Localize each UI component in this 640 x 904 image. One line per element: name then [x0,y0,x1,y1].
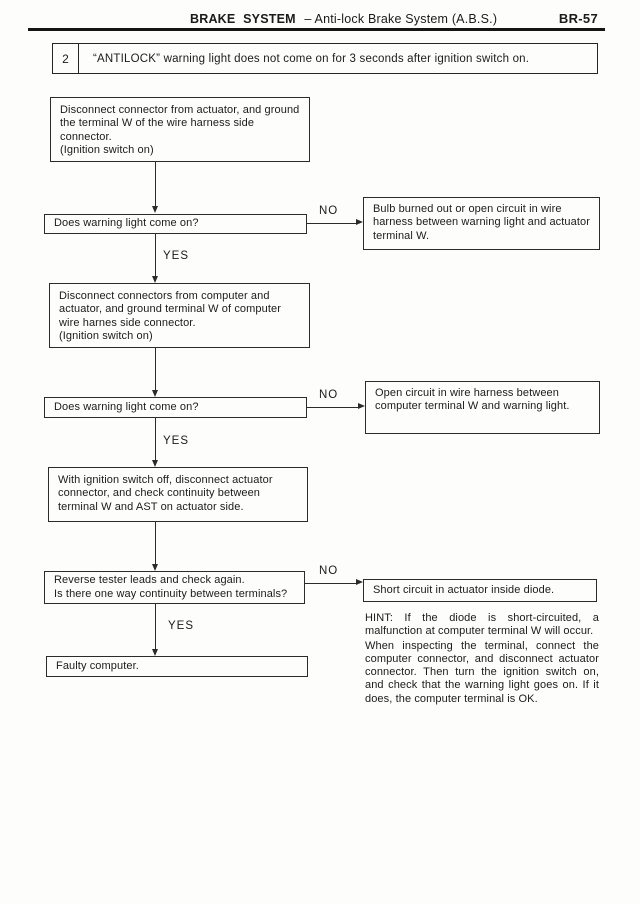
process-box-3 [48,467,308,522]
no-label-2: NO [319,389,339,401]
process-2-text: Disconnect connectors from computer and actuator, and ground terminal W of computer wire harnes side connector. [59,290,281,329]
no-label-3: NO [319,565,339,577]
arrow-down-icon-1 [152,206,158,213]
arrow-down-icon-4 [152,460,158,467]
header-section-title: BRAKE SYSTEM [190,12,296,26]
header-subsection-title: – Anti-lock Brake System (A.B.S.) [304,12,498,26]
result-box-2 [365,381,600,434]
problem-statement-box [52,43,598,74]
arrow-down-icon-3 [152,390,158,397]
yes-label-3: YES [168,620,195,632]
process-2-note: (Ignition switch on) [59,330,153,343]
page-number: BR-57 [558,11,598,26]
decision-box-3 [44,571,305,604]
hint-paragraph-2: When inspecting the terminal, connect the computer connector, and disconnect actuator connector. Then turn the ignition switch on, and check that the warning light goes on. If it does, the computer terminal is OK. [365,639,599,705]
decision-1-text: Does warning light come on? [54,217,199,230]
decision-3-line1: Reverse tester leads and check again. [54,574,245,587]
flow-connector-1 [155,162,156,207]
arrow-down-icon-5 [152,564,158,571]
process-box-2 [49,283,310,348]
flow-connector-4 [155,418,156,460]
decision-2-text: Does warning light come on? [54,400,199,413]
problem-number: 2 [53,44,79,73]
result-1-text: Bulb burned out or open circuit in wire harness between warning light and actuator terminal W. [373,203,591,242]
flow-connector-5 [155,522,156,564]
no-connector-1 [307,223,356,224]
result-2-text: Open circuit in wire harness between computer terminal W and warning light. [375,387,570,413]
decision-box-2 [44,397,307,418]
header-rule [28,28,605,31]
flow-connector-6 [155,604,156,650]
flow-connector-3 [155,348,156,391]
decision-3-line2: Is there one way continuity between terminals? [54,587,288,600]
problem-text: “ANTILOCK” warning light does not come on for 3 seconds after ignition switch on. [93,52,530,65]
result-3-text: Short circuit in actuator inside diode. [373,583,555,596]
result-box-1 [363,197,600,250]
end-box-text: Faulty computer. [56,659,139,672]
arrow-right-icon-3 [356,579,363,585]
arrow-down-icon-6 [152,649,158,656]
process-box-1 [50,97,310,162]
arrow-right-icon-1 [356,219,363,225]
yes-label-1: YES [163,250,190,262]
page-header-title [190,12,497,26]
end-box [46,656,308,677]
no-connector-2 [307,407,358,408]
yes-label-2: YES [163,435,190,447]
no-label-1: NO [319,205,339,217]
process-3-text: With ignition switch off, disconnect actuator connector, and check continuity between terminal W and AST on actuator side. [58,474,273,513]
arrow-down-icon-2 [152,276,158,283]
result-box-3 [363,579,597,602]
hint-paragraph-1: HINT: If the diode is short-circuited, a malfunction at computer terminal W will occur. [365,612,599,638]
hint-block [365,612,599,706]
process-1-note: (Ignition switch on) [60,144,154,157]
flow-connector-2 [155,234,156,277]
process-1-text: Disconnect connector from actuator, and ground the terminal W of the wire harness side connector. [60,104,300,143]
arrow-right-icon-2 [358,403,365,409]
no-connector-3 [305,583,356,584]
decision-box-1 [44,214,307,234]
